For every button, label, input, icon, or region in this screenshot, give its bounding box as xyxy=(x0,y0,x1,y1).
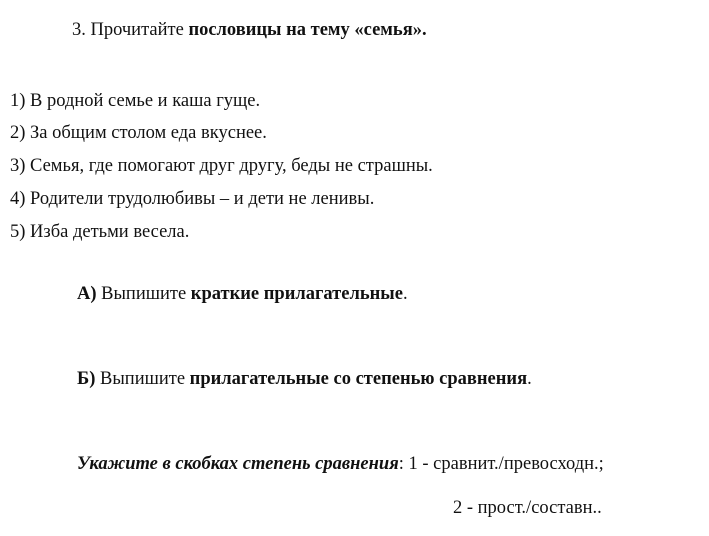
note-italic: Укажите в скобках степень сравнения xyxy=(77,454,399,474)
task-a-text: Выпишите xyxy=(96,284,191,304)
task-a-bold: краткие прилагательные xyxy=(190,284,403,304)
task-b-bold: прилагательные со степенью сравнения xyxy=(189,369,528,389)
proverb-item: 1) В родной семье и каша гуще. xyxy=(10,91,261,111)
task-b xyxy=(77,368,532,390)
task-b-end: . xyxy=(527,369,532,389)
task-a-letter: А) xyxy=(77,284,97,304)
proverb-item: 5) Изба детьми весела. xyxy=(10,222,190,242)
task-a xyxy=(77,283,408,305)
task-heading-bold: пословицы на тему «семья». xyxy=(188,20,427,40)
note-line-2: 2 - прост./составн.. xyxy=(453,498,602,518)
task-b-text: Выпишите xyxy=(95,369,190,389)
note-rest: : 1 - сравнит./превосходн.; xyxy=(398,454,604,474)
task-heading-prefix: 3. Прочитайте xyxy=(72,20,189,40)
task-b-letter: Б) xyxy=(77,369,96,389)
proverb-item: 2) За общим столом еда вкуснее. xyxy=(10,123,267,143)
proverb-item: 4) Родители трудолюбивы – и дети не ленивы. xyxy=(10,189,375,209)
note-line-1 xyxy=(77,453,604,475)
proverb-item: 3) Семья, где помогают друг другу, беды не страшны. xyxy=(10,156,433,176)
task-heading xyxy=(72,19,427,41)
task-a-end: . xyxy=(402,284,408,304)
